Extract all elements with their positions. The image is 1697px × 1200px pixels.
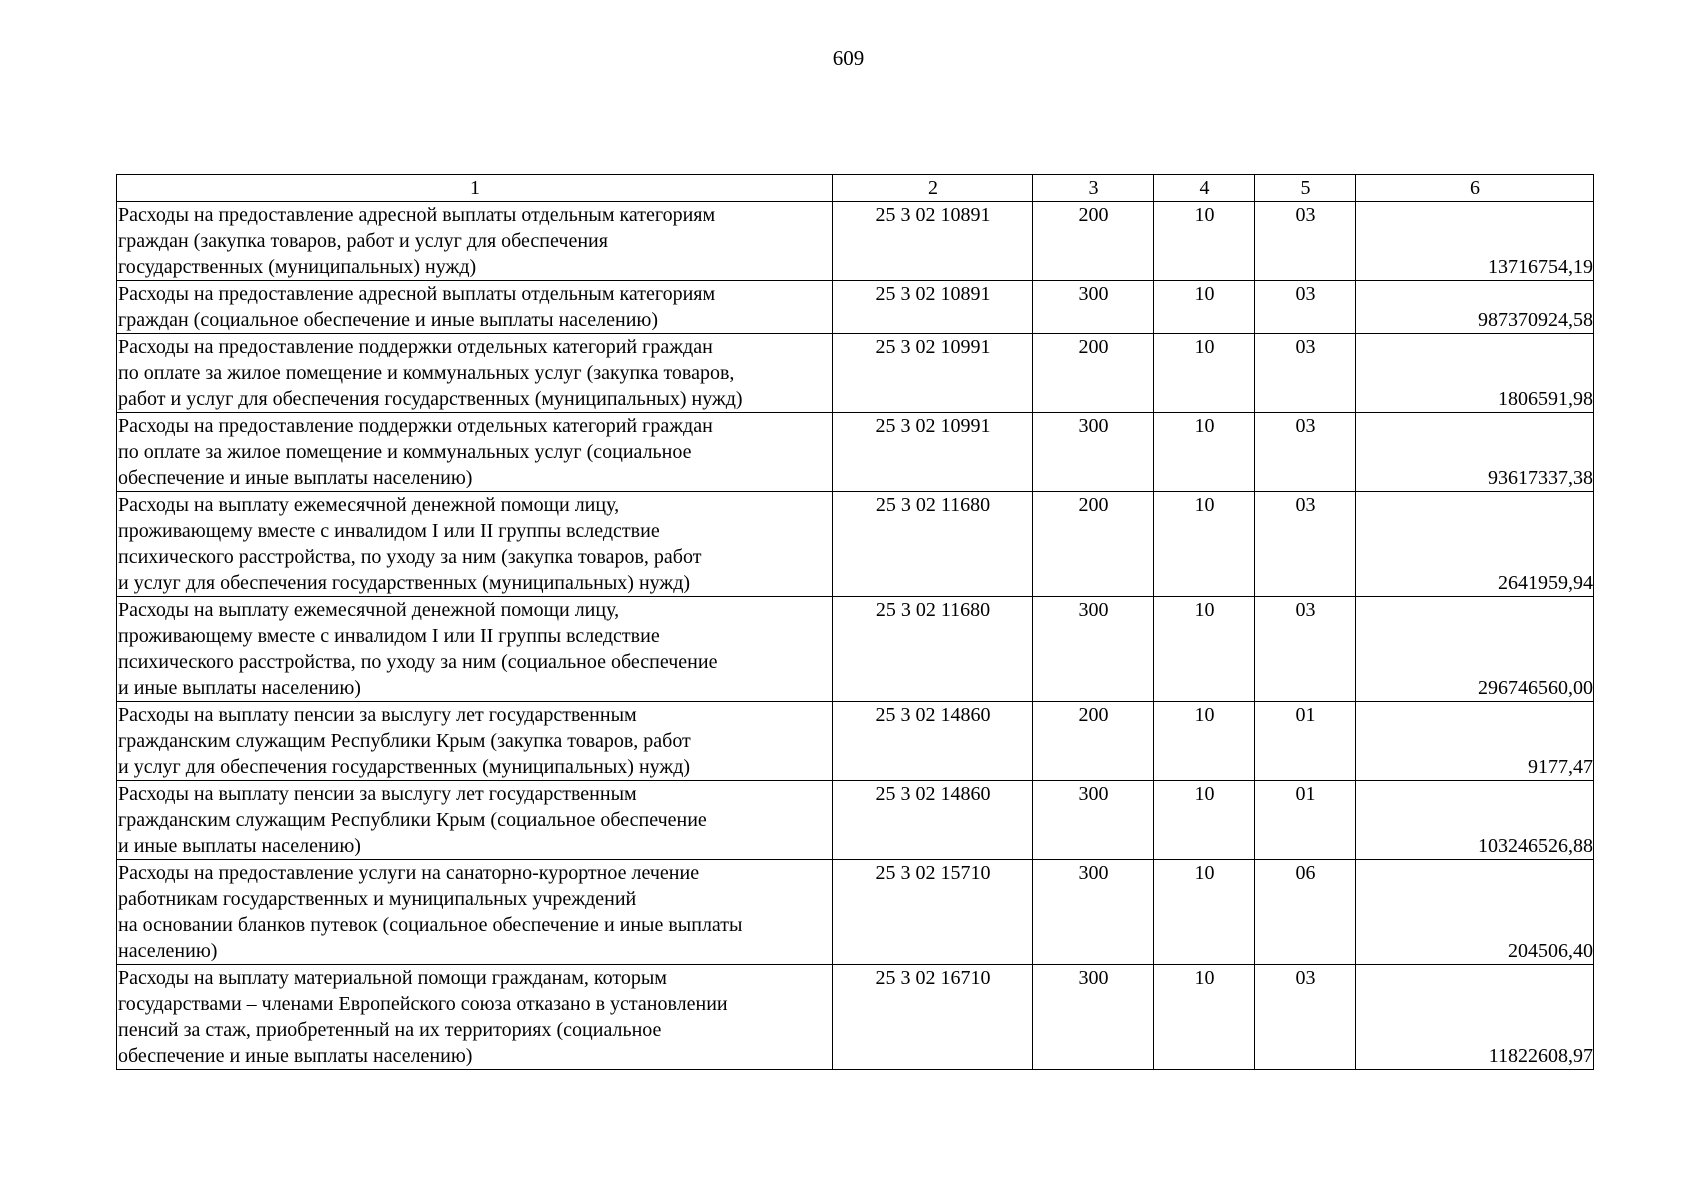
- row-description: Расходы на выплату пенсии за выслугу лет государственным гражданским служащим Республики Крым (закупка товаров, работ и услуг для обеспечения государственных (муниципальных) нужд): [117, 702, 833, 781]
- row-section: 10: [1154, 334, 1255, 413]
- row-section: 10: [1154, 597, 1255, 702]
- row-amount: 204506,40: [1356, 860, 1594, 965]
- row-expense-type: 300: [1033, 597, 1154, 702]
- row-expense-type: 300: [1033, 781, 1154, 860]
- row-amount: 13716754,19: [1356, 202, 1594, 281]
- table-row: [117, 860, 1594, 965]
- table-row: [117, 492, 1594, 597]
- row-amount: 93617337,38: [1356, 413, 1594, 492]
- row-description: Расходы на предоставление поддержки отдельных категорий граждан по оплате за жилое помещение и коммунальных услуг (закупка товаров, работ и услуг для обеспечения государственных (муниципальных) нужд): [117, 334, 833, 413]
- row-subsection: 03: [1255, 334, 1356, 413]
- row-description: Расходы на выплату ежемесячной денежной помощи лицу, проживающему вместе с инвалидом I или II группы вследствие психического расстройства, по уходу за ним (социальное обеспечение и иные выплаты населению): [117, 597, 833, 702]
- row-expense-type: 300: [1033, 281, 1154, 334]
- row-amount: 987370924,58: [1356, 281, 1594, 334]
- table-row: [117, 597, 1594, 702]
- row-amount: 2641959,94: [1356, 492, 1594, 597]
- row-description: Расходы на предоставление услуги на санаторно-курортное лечение работникам государственных и муниципальных учреждений на основании бланков путевок (социальное обеспечение и иные выплаты населению): [117, 860, 833, 965]
- row-description: Расходы на выплату материальной помощи гражданам, которым государствами – членами Европейского союза отказано в установлении пенсий за стаж, приобретенный на их территориях (социальное обеспечение и иные выплаты населению): [117, 965, 833, 1070]
- page-number: 609: [832, 46, 865, 70]
- row-subsection: 03: [1255, 202, 1356, 281]
- row-code: 25 3 02 10891: [833, 281, 1033, 334]
- row-subsection: 01: [1255, 702, 1356, 781]
- row-expense-type: 200: [1033, 202, 1154, 281]
- table-header-row: [117, 175, 1594, 202]
- row-expense-type: 200: [1033, 492, 1154, 597]
- header-cell: 1: [117, 175, 833, 202]
- header-cell: 4: [1154, 175, 1255, 202]
- header-cell: 2: [833, 175, 1033, 202]
- table-row: [117, 965, 1594, 1070]
- table-row: [117, 202, 1594, 281]
- row-description: Расходы на выплату пенсии за выслугу лет государственным гражданским служащим Республики Крым (социальное обеспечение и иные выплаты населению): [117, 781, 833, 860]
- row-section: 10: [1154, 860, 1255, 965]
- row-expense-type: 300: [1033, 860, 1154, 965]
- table-row: [117, 702, 1594, 781]
- row-description: Расходы на предоставление адресной выплаты отдельным категориям граждан (закупка товаров, работ и услуг для обеспечения государственных (муниципальных) нужд): [117, 202, 833, 281]
- header-cell: 3: [1033, 175, 1154, 202]
- row-code: 25 3 02 11680: [833, 597, 1033, 702]
- row-section: 10: [1154, 965, 1255, 1070]
- row-section: 10: [1154, 281, 1255, 334]
- row-description: Расходы на предоставление адресной выплаты отдельным категориям граждан (социальное обеспечение и иные выплаты населению): [117, 281, 833, 334]
- row-description: Расходы на выплату ежемесячной денежной помощи лицу, проживающему вместе с инвалидом I или II группы вследствие психического расстройства, по уходу за ним (закупка товаров, работ и услуг для обеспечения государственных (муниципальных) нужд): [117, 492, 833, 597]
- row-code: 25 3 02 16710: [833, 965, 1033, 1070]
- row-subsection: 03: [1255, 281, 1356, 334]
- row-code: 25 3 02 10991: [833, 334, 1033, 413]
- row-code: 25 3 02 15710: [833, 860, 1033, 965]
- row-expense-type: 200: [1033, 334, 1154, 413]
- row-amount: 9177,47: [1356, 702, 1594, 781]
- row-section: 10: [1154, 702, 1255, 781]
- header-cell: 5: [1255, 175, 1356, 202]
- row-section: 10: [1154, 781, 1255, 860]
- row-subsection: 03: [1255, 492, 1356, 597]
- row-code: 25 3 02 10891: [833, 202, 1033, 281]
- table-row: [117, 281, 1594, 334]
- table-row: [117, 781, 1594, 860]
- row-section: 10: [1154, 202, 1255, 281]
- budget-table: [116, 174, 1594, 1070]
- row-code: 25 3 02 14860: [833, 702, 1033, 781]
- row-code: 25 3 02 11680: [833, 492, 1033, 597]
- row-subsection: 06: [1255, 860, 1356, 965]
- row-code: 25 3 02 10991: [833, 413, 1033, 492]
- row-subsection: 03: [1255, 965, 1356, 1070]
- row-section: 10: [1154, 492, 1255, 597]
- row-section: 10: [1154, 413, 1255, 492]
- row-code: 25 3 02 14860: [833, 781, 1033, 860]
- row-amount: 296746560,00: [1356, 597, 1594, 702]
- row-subsection: 03: [1255, 597, 1356, 702]
- table-row: [117, 413, 1594, 492]
- row-expense-type: 300: [1033, 965, 1154, 1070]
- row-expense-type: 200: [1033, 702, 1154, 781]
- row-amount: 103246526,88: [1356, 781, 1594, 860]
- row-expense-type: 300: [1033, 413, 1154, 492]
- row-amount: 11822608,97: [1356, 965, 1594, 1070]
- row-subsection: 03: [1255, 413, 1356, 492]
- header-cell: 6: [1356, 175, 1594, 202]
- row-amount: 1806591,98: [1356, 334, 1594, 413]
- row-description: Расходы на предоставление поддержки отдельных категорий граждан по оплате за жилое помещение и коммунальных услуг (социальное обеспечение и иные выплаты населению): [117, 413, 833, 492]
- row-subsection: 01: [1255, 781, 1356, 860]
- table-row: [117, 334, 1594, 413]
